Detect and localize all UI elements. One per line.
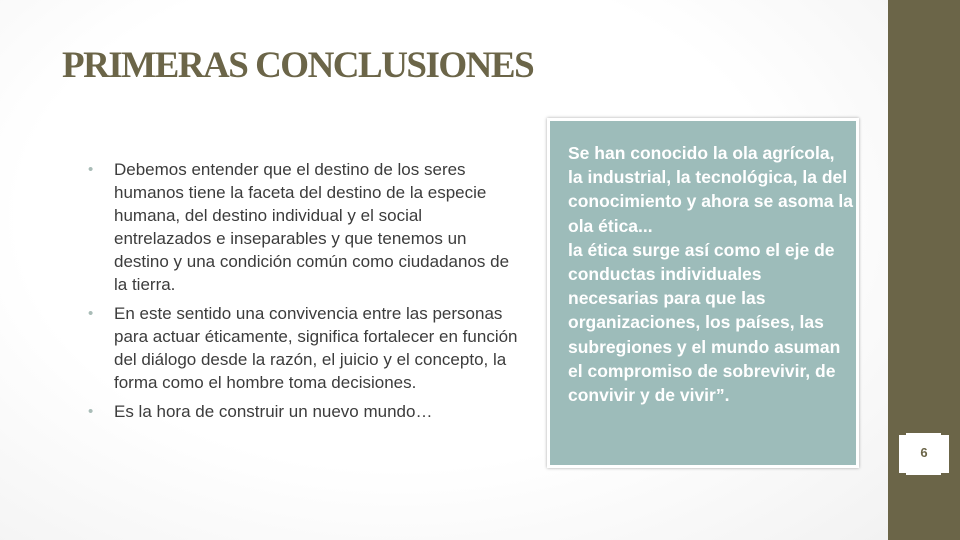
bullet-icon: • (88, 161, 94, 178)
page-number-bracket-right (941, 433, 951, 475)
bullet-text: En este sentido una convivencia entre las personas para actuar éticamente, significa fortalecer en función del diálogo desde la razón, el juicio y el concepto, la forma como el hombre toma decisiones. (114, 304, 518, 392)
bullet-list (86, 158, 518, 429)
page-number: 6 (920, 445, 928, 460)
list-item (86, 302, 518, 394)
bullet-icon: • (88, 305, 94, 322)
bullet-text: Es la hora de construir un nuevo mundo… (114, 402, 433, 421)
quote-line: la ética surge así como el eje de conductas individuales necesarias para que las organizaciones, los países, las subregiones y el mundo asuman el compromiso de sobrevivir, de convivir y de vivir”. (568, 239, 841, 406)
bullet-icon: • (88, 403, 94, 420)
quote-text (568, 141, 853, 407)
list-item (86, 158, 518, 296)
bullet-text: Debemos entender que el destino de los seres humanos tiene la faceta del destino de la especie humana, del destino individual y el social entrelazados e inseparables y que tenemos un destino y una condición común como ciudadanos de la tierra. (114, 160, 510, 294)
list-item (86, 400, 518, 423)
quote-line: Se han conocido la ola agrícola, la industrial, la tecnológica, la del conocimiento y ahora se asoma la ola ética... (568, 143, 853, 236)
quote-box (547, 118, 859, 468)
slide-title: PRIMERAS CONCLUSIONES (62, 45, 534, 86)
